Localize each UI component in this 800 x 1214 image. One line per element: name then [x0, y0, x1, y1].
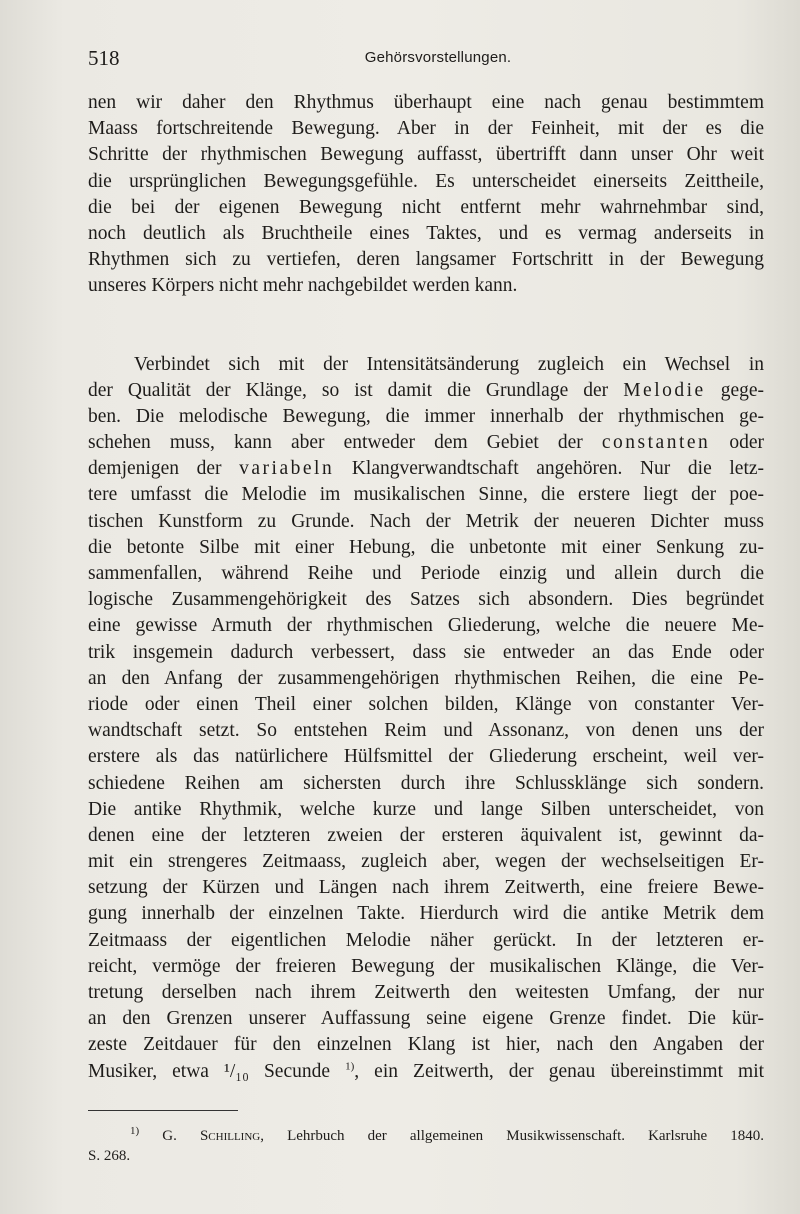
- text-line: erstere als das natürlichere Hülfsmittel der Gliederung erscheint, weil ver-: [88, 746, 764, 768]
- text-line: riode oder einen Theil einer solchen bilden, Klänge von constanter Ver-: [88, 693, 764, 715]
- text-line: mit ein strengeres Zeitmaass, zugleich aber, wegen der wechselseitigen Er-: [88, 851, 764, 873]
- text-line: Maass fortschreitende Bewegung. Aber in der Feinheit, mit der es die: [88, 118, 764, 140]
- text-span: demjenigen der: [88, 458, 222, 480]
- text-line: Die antike Rhythmik, welche kurze und lange Silben unterscheidet, von: [88, 798, 764, 820]
- footnote-ref: 1): [345, 1060, 355, 1073]
- text-line: eine gewisse Armuth der rhythmischen Gliederung, welche die neuere Me-: [88, 615, 764, 637]
- text-line: [88, 456, 764, 482]
- text-line: Rhythmen sich zu vertiefen, deren langsamer Fortschritt in der Bewegung: [88, 249, 764, 271]
- text-line: setzung der Kürzen und Längen nach ihrem Zeitwerth, eine freiere Bewe-: [88, 877, 764, 899]
- spaced-term: constanten: [601, 432, 711, 454]
- text-line: tretung derselben nach ihrem Zeitwerth den weitesten Umfang, der nur: [88, 982, 764, 1003]
- text-line: gung innerhalb der einzelnen Takte. Hierdurch wird die antike Metrik dem: [88, 903, 764, 925]
- text-line: tischen Kunstform zu Grunde. Nach der Metrik der neueren Dichter muss: [88, 510, 764, 532]
- page-header: [88, 46, 768, 76]
- paragraph-1: [88, 90, 764, 300]
- footnote-rule: [88, 1110, 238, 1111]
- text-line: an den Anfang der zusammengehörigen rhythmischen Reihen, die eine Pe-: [88, 667, 764, 689]
- paragraph-2: [88, 352, 764, 1085]
- text-line: die bei der eigenen Bewegung nicht entfernt mehr wahrnehmbar sind,: [88, 196, 764, 218]
- footnote-initial: G.: [162, 1128, 177, 1144]
- footnote-line: S. 268.: [88, 1148, 131, 1164]
- text-line: unseres Körpers nicht mehr nachgebildet werden kann.: [88, 275, 518, 297]
- text-line: nen wir daher den Rhythmus überhaupt eine nach genau bestimmtem: [88, 92, 764, 113]
- text-line: zeste Zeitdauer für den einzelnen Klang ist hier, nach den Angaben der: [88, 1034, 764, 1056]
- text-line: schiedene Reihen am sichersten durch ihre Schlussklänge sich sondern.: [88, 772, 764, 794]
- spaced-term: Melodie: [623, 379, 706, 401]
- text-line: die ursprünglichen Bewegungsgefühle. Es unterscheidet einerseits Zeittheile,: [88, 170, 764, 192]
- spaced-term: variabeln: [239, 458, 335, 480]
- running-title: Gehörsvorstellungen.: [364, 49, 512, 66]
- text-line: die betonte Silbe mit einer Hebung, die unbetonte mit einer Senkung zu-: [88, 536, 764, 558]
- text-line: ben. Die melodische Bewegung, die immer innerhalb der rhythmischen ge-: [88, 405, 764, 427]
- text-span: Klangverwandtschaft angehören. Nur die letz-: [351, 458, 764, 480]
- text-span: , ein Zeitwerth, der genau übereinstimmt mit: [354, 1060, 764, 1082]
- page-body: [88, 90, 764, 1085]
- text-span: oder: [729, 432, 764, 454]
- text-line: trik insgemein dadurch verbessert, dass sie entweder an das Ende oder: [88, 641, 764, 663]
- text-line: Zeitmaass der eigentlichen Melodie näher gerückt. In der letzteren er-: [88, 929, 764, 951]
- text-span: gege-: [720, 379, 764, 401]
- text-line: tere umfasst die Melodie im musikalischen Sinne, die erstere liegt der poe-: [88, 484, 764, 506]
- text-line: sammenfallen, während Reihe und Periode einzig und allein durch die: [88, 563, 764, 584]
- page-number: 518: [88, 46, 120, 70]
- text-line: noch deutlich als Bruchtheile eines Taktes, und es vermag anderseits in: [88, 222, 764, 244]
- text-line: denen eine der letzteren zweien der ersteren äquivalent ist, gewinnt da-: [88, 824, 764, 846]
- text-span: der Qualität der Klänge, so ist damit die Grundlage der: [88, 379, 609, 401]
- text-line: an den Grenzen unserer Auffassung seine eigene Grenze findet. Die kür-: [88, 1008, 764, 1030]
- text-line: Verbindet sich mit der Intensitätsänderung zugleich ein Wechsel in: [134, 353, 764, 375]
- text-line: reicht, vermöge der freieren Bewegung der musikalischen Klänge, die Ver-: [88, 955, 764, 977]
- footnote-text: Lehrbuch der allgemeinen Musikwissenschaft. Karlsruhe 1840.: [287, 1128, 765, 1144]
- footnote-marker: 1): [130, 1125, 140, 1137]
- text-line: [88, 430, 764, 456]
- text-line: Schritte der rhythmischen Bewegung auffasst, übertrifft dann unser Ohr weit: [88, 144, 764, 166]
- footnote-line: [88, 1126, 764, 1146]
- text-span: Musiker, etwa: [88, 1060, 209, 1082]
- text-line: logische Zusammengehörigkeit des Satzes sich absondern. Dies begründet: [88, 589, 764, 611]
- text-line: [88, 1059, 764, 1085]
- text-line: wandtschaft setzt. So entstehen Reim und Assonanz, von denen uns der: [88, 720, 764, 742]
- text-span: schehen muss, kann aber entweder dem Gebiet der: [88, 432, 583, 454]
- footnote: [88, 1126, 764, 1166]
- text-line: [88, 378, 764, 404]
- fraction: ¹/₁₀: [224, 1060, 249, 1082]
- footnote-author: Schilling,: [199, 1128, 264, 1144]
- text-span: Secunde: [263, 1060, 331, 1082]
